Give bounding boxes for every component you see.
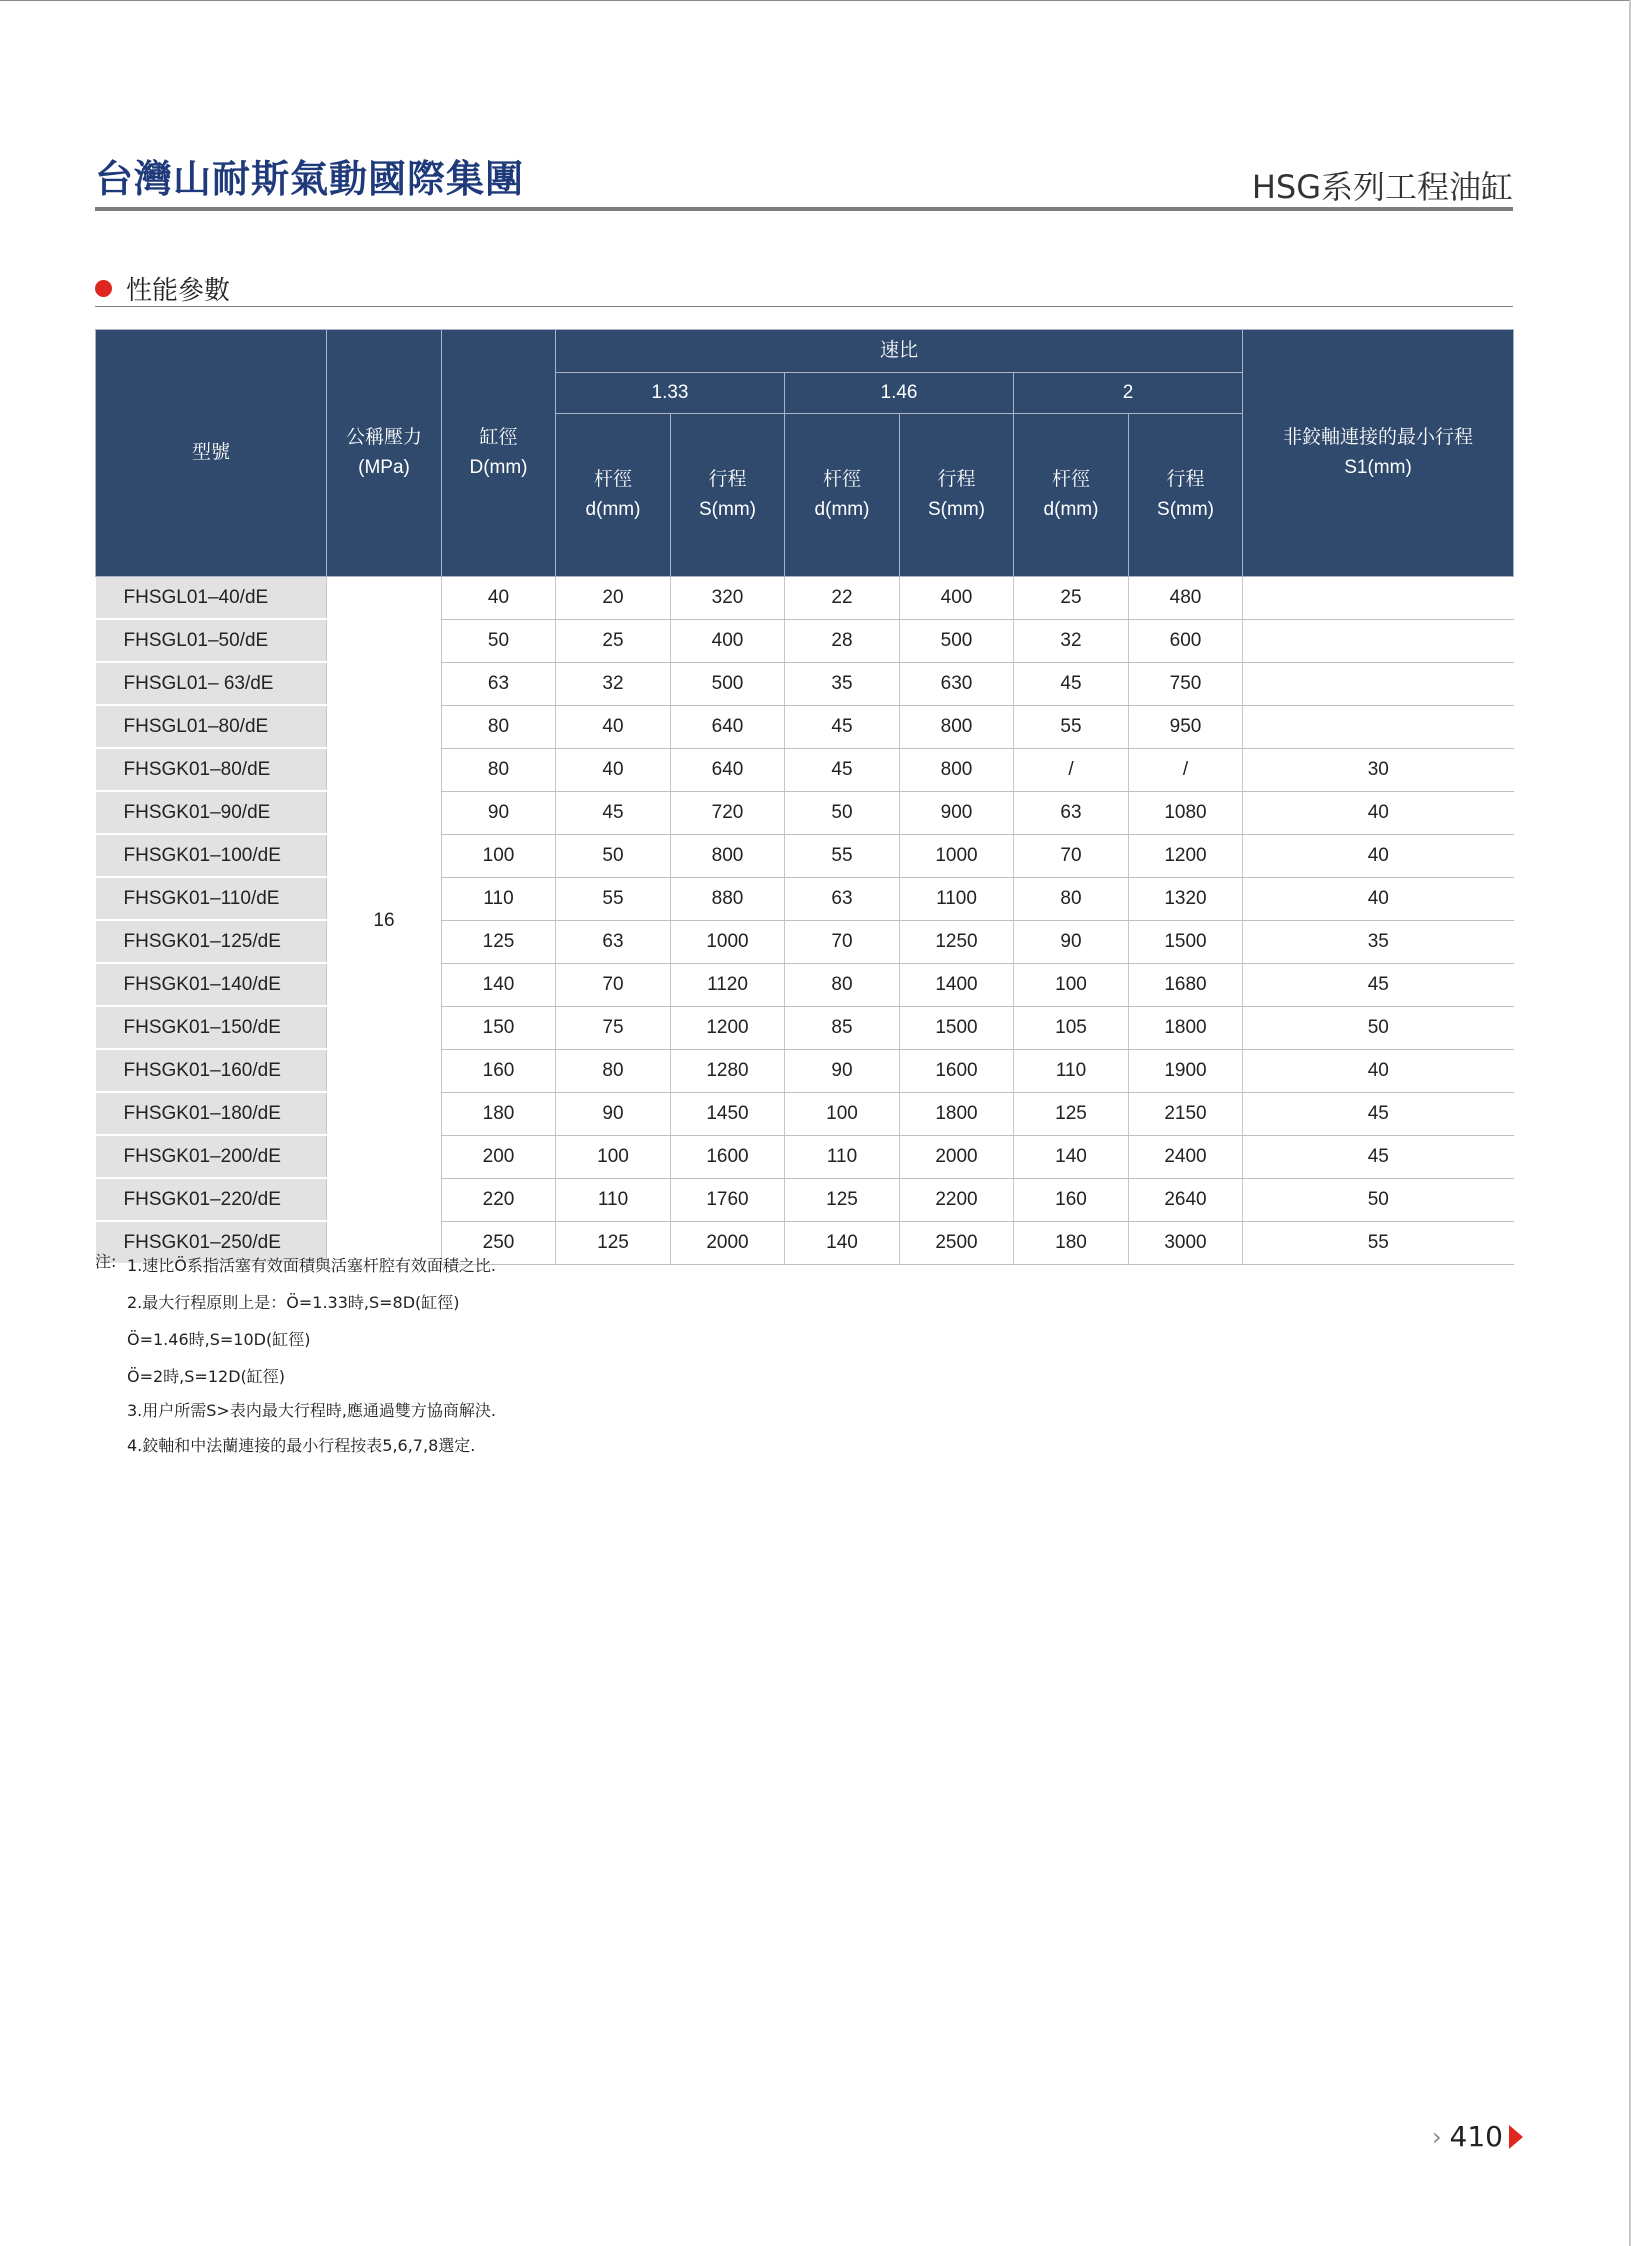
model-cell: FHSGK01–125/dE — [96, 920, 327, 963]
bore-cell: 40 — [442, 577, 556, 620]
stroke-1-33-cell: 1000 — [671, 920, 785, 963]
rod-1-46-cell: 70 — [785, 920, 900, 963]
bore-cell: 50 — [442, 619, 556, 662]
stroke-1-46-cell: 1400 — [900, 963, 1014, 1006]
header-stroke: 行程 S(mm) — [671, 414, 785, 577]
stroke-1-33-cell: 500 — [671, 662, 785, 705]
bore-cell: 80 — [442, 705, 556, 748]
rod-1-46-cell: 85 — [785, 1006, 900, 1049]
stroke-1-46-cell: 800 — [900, 748, 1014, 791]
rod-1-46-cell: 90 — [785, 1049, 900, 1092]
rod-2-cell: 180 — [1014, 1221, 1129, 1264]
section-heading — [95, 270, 230, 307]
rod-1-46-cell: 45 — [785, 705, 900, 748]
stroke-2-cell: 480 — [1129, 577, 1243, 620]
model-cell: FHSGK01–90/dE — [96, 791, 327, 834]
stroke-1-33-cell: 1760 — [671, 1178, 785, 1221]
table-row — [96, 577, 1514, 620]
stroke-1-46-cell: 1100 — [900, 877, 1014, 920]
min-stroke-cell: 55 — [1243, 1221, 1514, 1264]
company-name: 台灣山耐斯氣動國際集團 — [95, 157, 525, 201]
rod-1-46-cell: 80 — [785, 963, 900, 1006]
rod-2-cell: 80 — [1014, 877, 1129, 920]
rod-2-cell: 110 — [1014, 1049, 1129, 1092]
stroke-2-cell: 2400 — [1129, 1135, 1243, 1178]
model-cell: FHSGK01–220/dE — [96, 1178, 327, 1221]
stroke-1-33-cell: 640 — [671, 705, 785, 748]
note-line: 3.用户所需S>表内最大行程時,應通過雙方協商解決. — [127, 1401, 497, 1420]
rod-1-33-cell: 125 — [556, 1221, 671, 1264]
bore-cell: 100 — [442, 834, 556, 877]
rod-1-46-cell: 28 — [785, 619, 900, 662]
stroke-1-33-cell: 1120 — [671, 963, 785, 1006]
rod-1-33-cell: 32 — [556, 662, 671, 705]
header-ratio-2: 2 — [1014, 373, 1243, 414]
model-cell: FHSGK01–150/dE — [96, 1006, 327, 1049]
note-line: 1.速比Ö系指活塞有效面積與活塞杆腔有效面積之比. — [127, 1256, 496, 1275]
stroke-1-33-cell: 2000 — [671, 1221, 785, 1264]
table-row — [96, 1135, 1514, 1178]
header-ratio-1-33: 1.33 — [556, 373, 785, 414]
rod-1-33-cell: 110 — [556, 1178, 671, 1221]
rod-1-33-cell: 70 — [556, 963, 671, 1006]
header-rod-diameter: 杆徑 d(mm) — [785, 414, 900, 577]
rod-2-cell: 32 — [1014, 619, 1129, 662]
rod-2-cell: 70 — [1014, 834, 1129, 877]
note-line: Ö=2時,S=12D(缸徑) — [127, 1367, 285, 1386]
stroke-1-33-cell: 720 — [671, 791, 785, 834]
rod-1-33-cell: 80 — [556, 1049, 671, 1092]
stroke-2-cell: 1800 — [1129, 1006, 1243, 1049]
notes-label: 注: — [95, 1252, 117, 1271]
table-row — [96, 963, 1514, 1006]
model-cell: FHSGL01–40/dE — [96, 577, 327, 620]
rod-1-33-cell: 50 — [556, 834, 671, 877]
table-row — [96, 705, 1514, 748]
section-title: 性能參數 — [126, 276, 231, 306]
header-model: 型號 — [96, 330, 327, 577]
stroke-2-cell: 2150 — [1129, 1092, 1243, 1135]
min-stroke-cell — [1243, 577, 1514, 620]
bore-cell: 125 — [442, 920, 556, 963]
min-stroke-cell: 50 — [1243, 1178, 1514, 1221]
stroke-1-33-cell: 400 — [671, 619, 785, 662]
rod-2-cell: 55 — [1014, 705, 1129, 748]
rod-1-46-cell: 100 — [785, 1092, 900, 1135]
model-cell: FHSGK01–200/dE — [96, 1135, 327, 1178]
series-title: HSG系列工程油缸 — [1251, 168, 1513, 206]
rod-2-cell: 105 — [1014, 1006, 1129, 1049]
stroke-1-46-cell: 2500 — [900, 1221, 1014, 1264]
rod-1-33-cell: 75 — [556, 1006, 671, 1049]
stroke-2-cell: 1900 — [1129, 1049, 1243, 1092]
rod-2-cell: 125 — [1014, 1092, 1129, 1135]
stroke-2-cell: 2640 — [1129, 1178, 1243, 1221]
stroke-1-33-cell: 880 — [671, 877, 785, 920]
stroke-2-cell: / — [1129, 748, 1243, 791]
stroke-1-46-cell: 800 — [900, 705, 1014, 748]
stroke-1-33-cell: 1600 — [671, 1135, 785, 1178]
model-cell: FHSGK01–80/dE — [96, 748, 327, 791]
rod-1-33-cell: 45 — [556, 791, 671, 834]
stroke-1-46-cell: 2200 — [900, 1178, 1014, 1221]
table-row — [96, 748, 1514, 791]
note-line: 4.鉸軸和中法蘭連接的最小行程按表5,6,7,8選定. — [127, 1436, 476, 1455]
stroke-2-cell: 1680 — [1129, 963, 1243, 1006]
model-cell: FHSGK01–160/dE — [96, 1049, 327, 1092]
model-cell: FHSGK01–250/dE — [96, 1221, 327, 1264]
rod-2-cell: 63 — [1014, 791, 1129, 834]
min-stroke-cell: 40 — [1243, 877, 1514, 920]
stroke-1-46-cell: 500 — [900, 619, 1014, 662]
rod-1-33-cell: 25 — [556, 619, 671, 662]
min-stroke-cell: 30 — [1243, 748, 1514, 791]
min-stroke-cell: 40 — [1243, 834, 1514, 877]
stroke-2-cell: 950 — [1129, 705, 1243, 748]
rod-1-46-cell: 110 — [785, 1135, 900, 1178]
header-divider — [95, 207, 1513, 211]
min-stroke-cell — [1243, 705, 1514, 748]
header-ratio-1-46: 1.46 — [785, 373, 1014, 414]
min-stroke-cell — [1243, 662, 1514, 705]
rod-1-33-cell: 90 — [556, 1092, 671, 1135]
min-stroke-cell: 45 — [1243, 1092, 1514, 1135]
rod-2-cell: 100 — [1014, 963, 1129, 1006]
rod-1-33-cell: 40 — [556, 705, 671, 748]
table-row — [96, 920, 1514, 963]
min-stroke-cell — [1243, 619, 1514, 662]
rod-1-33-cell: 20 — [556, 577, 671, 620]
top-border — [0, 0, 1631, 1]
header-rod-diameter: 杆徑 d(mm) — [556, 414, 671, 577]
model-cell: FHSGL01– 63/dE — [96, 662, 327, 705]
stroke-2-cell: 1080 — [1129, 791, 1243, 834]
bore-cell: 90 — [442, 791, 556, 834]
stroke-1-46-cell: 1250 — [900, 920, 1014, 963]
min-stroke-cell: 35 — [1243, 920, 1514, 963]
model-cell: FHSGL01–80/dE — [96, 705, 327, 748]
rod-2-cell: / — [1014, 748, 1129, 791]
bore-cell: 220 — [442, 1178, 556, 1221]
stroke-1-46-cell: 400 — [900, 577, 1014, 620]
stroke-1-46-cell: 630 — [900, 662, 1014, 705]
model-cell: FHSGK01–180/dE — [96, 1092, 327, 1135]
model-cell: FHSGK01–110/dE — [96, 877, 327, 920]
stroke-1-46-cell: 1600 — [900, 1049, 1014, 1092]
rod-1-33-cell: 63 — [556, 920, 671, 963]
rod-1-33-cell: 40 — [556, 748, 671, 791]
rod-1-46-cell: 140 — [785, 1221, 900, 1264]
table-row — [96, 1049, 1514, 1092]
table-row — [96, 834, 1514, 877]
table-row — [96, 877, 1514, 920]
stroke-2-cell: 1500 — [1129, 920, 1243, 963]
bore-cell: 250 — [442, 1221, 556, 1264]
min-stroke-cell: 40 — [1243, 1049, 1514, 1092]
stroke-2-cell: 750 — [1129, 662, 1243, 705]
table-row — [96, 1178, 1514, 1221]
page-number-text: 410 — [1449, 2120, 1503, 2153]
stroke-1-46-cell: 1000 — [900, 834, 1014, 877]
header-speed-ratio: 速比 — [556, 330, 1243, 373]
bore-cell: 140 — [442, 963, 556, 1006]
bore-cell: 150 — [442, 1006, 556, 1049]
min-stroke-cell: 45 — [1243, 1135, 1514, 1178]
rod-1-46-cell: 50 — [785, 791, 900, 834]
note-line: 2.最大行程原則上是：Ö=1.33時,S=8D(缸徑) — [127, 1293, 460, 1312]
stroke-1-46-cell: 900 — [900, 791, 1014, 834]
red-bullet-icon — [95, 280, 112, 297]
red-arrow-icon — [1509, 2125, 1523, 2149]
performance-table — [95, 329, 1514, 1265]
rod-1-46-cell: 35 — [785, 662, 900, 705]
header-min-stroke: 非鉸軸連接的最小行程 S1(mm) — [1243, 330, 1514, 577]
header-stroke: 行程 S(mm) — [1129, 414, 1243, 577]
note-line: Ö=1.46時,S=10D(缸徑) — [127, 1330, 311, 1349]
header-stroke: 行程 S(mm) — [900, 414, 1014, 577]
stroke-2-cell: 3000 — [1129, 1221, 1243, 1264]
header-rod-diameter: 杆徑 d(mm) — [1014, 414, 1129, 577]
table-row — [96, 1092, 1514, 1135]
stroke-1-33-cell: 1200 — [671, 1006, 785, 1049]
model-cell: FHSGK01–100/dE — [96, 834, 327, 877]
table-row — [96, 791, 1514, 834]
stroke-1-33-cell: 1450 — [671, 1092, 785, 1135]
rod-1-46-cell: 55 — [785, 834, 900, 877]
table-row — [96, 662, 1514, 705]
pressure-cell: 16 — [327, 577, 442, 1265]
rod-1-33-cell: 55 — [556, 877, 671, 920]
stroke-2-cell: 600 — [1129, 619, 1243, 662]
stroke-1-33-cell: 320 — [671, 577, 785, 620]
page-number — [1432, 2120, 1523, 2153]
model-cell: FHSGK01–140/dE — [96, 963, 327, 1006]
rod-1-46-cell: 45 — [785, 748, 900, 791]
rod-2-cell: 160 — [1014, 1178, 1129, 1221]
stroke-1-33-cell: 1280 — [671, 1049, 785, 1092]
min-stroke-cell: 50 — [1243, 1006, 1514, 1049]
bore-cell: 200 — [442, 1135, 556, 1178]
header-bore: 缸徑 D(mm) — [442, 330, 556, 577]
chevron-right-icon: › — [1431, 2122, 1442, 2151]
model-cell: FHSGL01–50/dE — [96, 619, 327, 662]
table-row — [96, 619, 1514, 662]
bore-cell: 63 — [442, 662, 556, 705]
header-pressure: 公稱壓力 (MPa) — [327, 330, 442, 577]
stroke-1-46-cell: 1500 — [900, 1006, 1014, 1049]
rod-1-33-cell: 100 — [556, 1135, 671, 1178]
rod-1-46-cell: 63 — [785, 877, 900, 920]
rod-2-cell: 25 — [1014, 577, 1129, 620]
bore-cell: 180 — [442, 1092, 556, 1135]
stroke-1-33-cell: 800 — [671, 834, 785, 877]
bore-cell: 80 — [442, 748, 556, 791]
stroke-1-46-cell: 2000 — [900, 1135, 1014, 1178]
rod-2-cell: 140 — [1014, 1135, 1129, 1178]
min-stroke-cell: 45 — [1243, 963, 1514, 1006]
rod-1-46-cell: 22 — [785, 577, 900, 620]
stroke-1-46-cell: 1800 — [900, 1092, 1014, 1135]
section-divider — [95, 306, 1513, 307]
bore-cell: 110 — [442, 877, 556, 920]
table-row — [96, 1006, 1514, 1049]
rod-2-cell: 90 — [1014, 920, 1129, 963]
rod-1-46-cell: 125 — [785, 1178, 900, 1221]
stroke-2-cell: 1200 — [1129, 834, 1243, 877]
min-stroke-cell: 40 — [1243, 791, 1514, 834]
rod-2-cell: 45 — [1014, 662, 1129, 705]
stroke-2-cell: 1320 — [1129, 877, 1243, 920]
bore-cell: 160 — [442, 1049, 556, 1092]
stroke-1-33-cell: 640 — [671, 748, 785, 791]
